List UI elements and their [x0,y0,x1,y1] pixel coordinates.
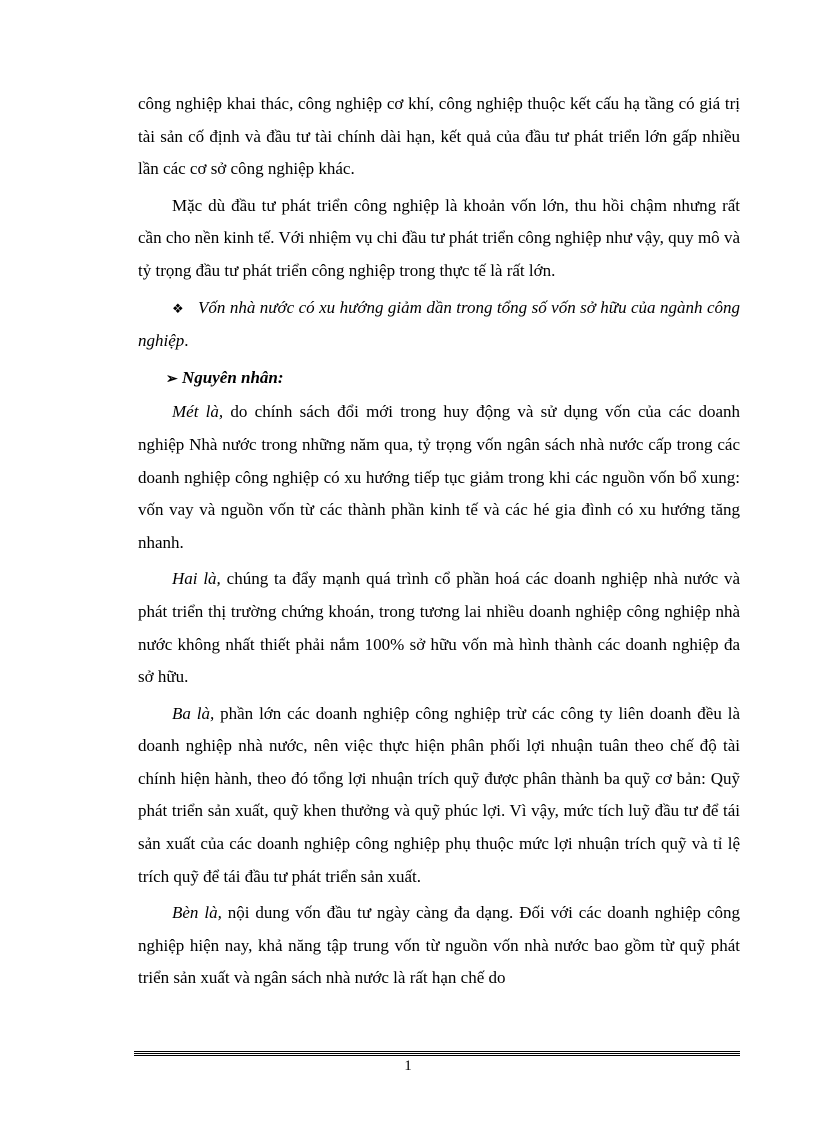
reason-2-text: chúng ta đẩy mạnh quá trình cổ phần hoá các doanh nghiệp nhà nước và phát triển thị trường chứng khoán, trong tương lai nhiều doanh nghiệp công nghiệp nhà nước không nhất thiết phải nắm 100% sở hữu vốn mà hình thành các doanh nghiệp đa sở hữu. [138,569,740,687]
heading-text: Nguyên nhân: [182,367,284,387]
paragraph-investment-scale: Mặc dù đầu tư phát triển công nghiệp là khoản vốn lớn, thu hồi chậm nhưng rất cần cho nền kinh tế. Với nhiệm vụ chi đầu tư phát triển công nghiệp như vậy, quy mô và tỷ trọng đầu tư phát triển công nghiệp trong thực tế là rất lớn. [138,195,740,280]
footer-rule [134,1051,740,1056]
page-body [138,88,740,995]
reason-4-lead: Bèn là, [172,903,222,923]
reason-2-lead: Hai là, [172,569,221,589]
section-heading [138,362,740,397]
page-number: 1 [404,1058,412,1074]
reason-1-text: do chính sách đổi mới trong huy động và sử dụng vốn của các doanh nghiệp Nhà nước trong những năm qua, tỷ trọng vốn ngân sách nhà nước cấp trong các doanh nghiệp công nghiệp có xu hướng tiếp tục giảm trong khi các nguồn vốn bổ xung: vốn vay và nguồn vốn từ các thành phần kinh tế và các hé gia đình có xu hướng tăng nhanh. [138,402,740,552]
bullet-period: . [184,331,189,351]
reason-3-text: phần lớn các doanh nghiệp công nghiệp trừ các công ty liên doanh đều là doanh nghiệp nhà nước, nên việc thực hiện phân phối lợi nhuận tuân theo chế độ tài chính hiện hành, theo đó tổng lợi nhuận trích quỹ được phân thành ba quỹ cơ bản: Quỹ phát triển sản xuất, quỹ khen thưởng và quỹ phúc lợi. Vì vậy, mức tích luỹ đầu tư để tái sản xuất của các doanh nghiệp công nghiệp phụ thuộc mức lợi nhuận trích quỹ và tỉ lệ trích quỹ để tái đầu tư phát triển sản xuất. [138,703,740,886]
arrow-bullet-icon: ➢ [166,371,178,387]
footer-rule-line [134,1053,740,1054]
reason-3-lead: Ba là, [172,703,215,723]
reason-4-text: nội dung vốn đầu tư ngày càng đa dạng. Đối với các doanh nghiệp công nghiệp hiện nay, khả năng tập trung vốn từ nguồn vốn nhà nước bao gồm từ quỹ phát triển sản xuất và ngân sách nhà nước là rất hạn chế do [138,903,740,988]
reason-1 [138,396,740,559]
paragraph-continuation: công nghiệp khai thác, công nghiệp cơ khí, công nghiệp thuộc kết cấu hạ tầng có giá trị tài sản cố định và đầu tư tài chính dài hạn, kết quả của đầu tư phát triển lớn gấp nhiều lần các cơ sở công nghiệp khác. [138,94,740,179]
reason-1-lead: Mét là, [172,402,224,422]
reason-4 [138,897,740,995]
diamond-bullet-icon: ❖ [172,300,184,316]
reason-2 [138,563,740,693]
bullet-text: Vốn nhà nước có xu hướng giảm dần trong tổng số vốn sở hữu của ngành công nghiệp [138,297,740,351]
reason-3 [138,698,740,894]
bullet-state-capital [138,292,740,358]
